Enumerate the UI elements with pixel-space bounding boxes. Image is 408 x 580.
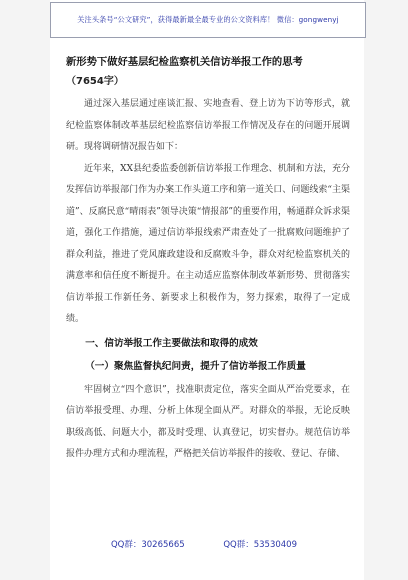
footer-qq-2: QQ群：53530409 [223, 540, 297, 550]
document-title: 新形势下做好基层纪检监察机关信访举报工作的思考 [66, 56, 303, 68]
subsection-1-heading: （一）聚焦监督执纪问责，提升了信访举报工作质量 [85, 360, 306, 372]
intro-paragraph: 通过深入基层通过座谈汇报、实地查看、登上访为下访等形式，就纪检监察体制改革基层纪检监察信访举报工作情况及存在的问题开展调研。现将调研情况报告如下： [66, 99, 350, 152]
header-banner [50, 2, 366, 38]
footer [0, 538, 408, 550]
word-count: （7654字） [66, 76, 124, 87]
footer-qq-1: QQ群：30265665 [110, 540, 185, 550]
banner-text: 关注头条号“公文研究”，获得最新最全最专业的公文资料库！ 微信：gongwenyj [77, 15, 339, 24]
section-1-heading: 一、信访举报工作主要做法和取得的成效 [85, 337, 258, 349]
paragraph-2: 近年来，XX县纪委监委创新信访举报工作理念、机制和方法，充分发挥信访举报部门作为办案工作头道工序和第一道关口、问题线索“主渠道”、反腐民意“晴雨表”领导决策“情报部”的重要作用，畅通群众诉求渠道，强化工作措施，通过信访举报线索严肃查处了一批腐败问题维护了群众利益，推进了党风廉政建设和反腐败斗争，群众对纪检监察机关的满意率和信任度不断提升。在主动适应监察体制改革新形势、贯彻落实信访举报工作新任务、新要求上积极作为，努力探索，取得了一定成绩。 [66, 163, 351, 324]
paragraph-3: 牢固树立“四个意识”，找准职责定位，落实全面从严治党要求，在信访举报受理、办理、分析上体现全面从严。对群众的举报，无论反映职级高低、问题大小，都及时受理、认真登记，切实督办。规范信访举报件办理方式和办理流程，严格把关信访举报件的接收、登记、存储、 [66, 384, 350, 459]
document-body [66, 52, 350, 466]
